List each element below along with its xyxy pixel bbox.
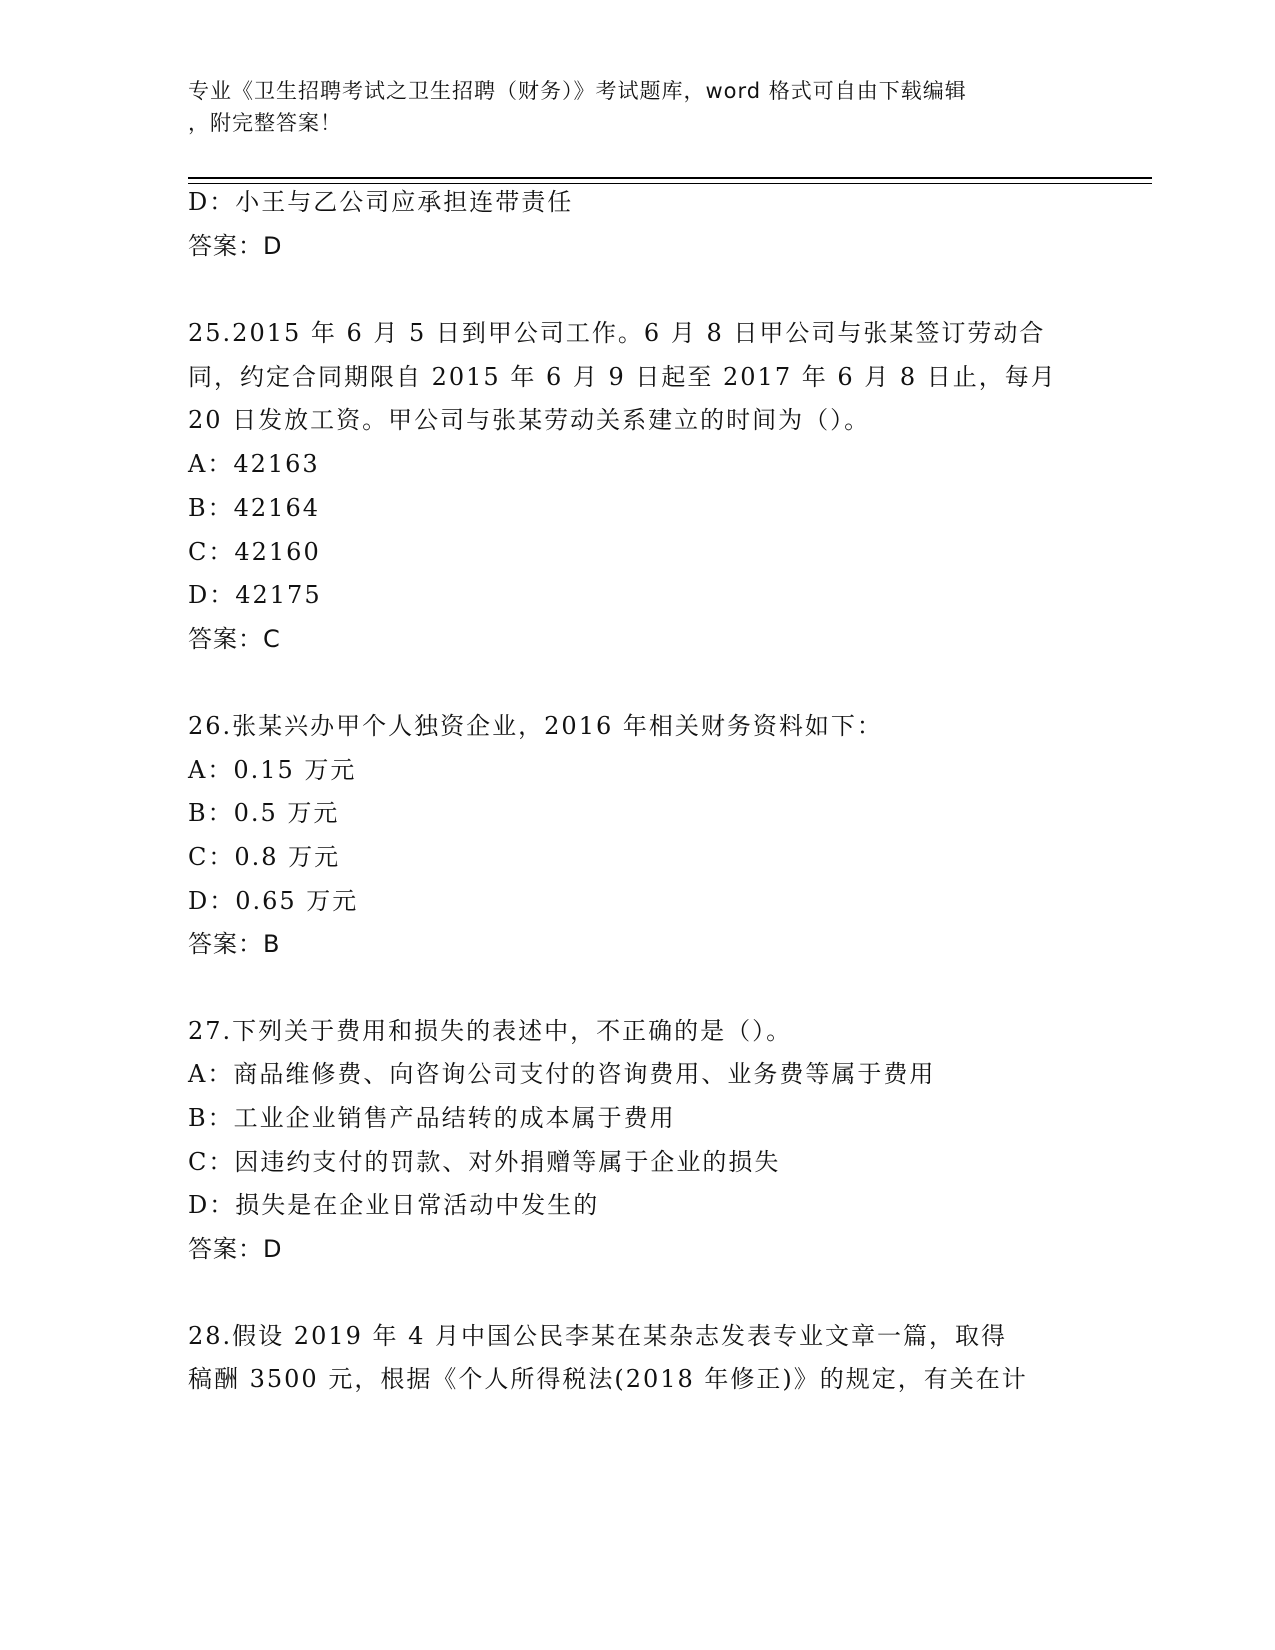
q28-stem-line-2: 稿酬 3500 元，根据《个人所得税法(2018 年修正)》的规定，有关在计: [188, 1365, 1028, 1393]
header-line-2: ，附完整答案！: [188, 111, 342, 135]
q25-stem-line-1: 25.2015 年 6 月 5 日到甲公司工作。6 月 8 日甲公司与张某签订劳动合: [188, 319, 1046, 347]
header-rule-thin: [188, 183, 1152, 184]
q27-stem-line-1: 27.下列关于费用和损失的表述中，不正确的是（）。: [188, 1017, 793, 1045]
page-header: [188, 75, 1088, 139]
q25-option-a: A：42163: [188, 450, 320, 478]
prev-option-d: D：小王与乙公司应承担连带责任: [188, 188, 574, 216]
q26-option-a: A：0.15 万元: [188, 756, 357, 784]
q27-option-b: B：工业企业销售产品结转的成本属于费用: [188, 1104, 676, 1132]
q27-answer: 答案：D: [188, 1235, 283, 1263]
q25-answer: 答案：C: [188, 625, 281, 653]
q27-option-c: C：因违约支付的罚款、对外捐赠等属于企业的损失: [188, 1148, 781, 1176]
q25-stem-line-2: 同，约定合同期限自 2015 年 6 月 9 日起至 2017 年 6 月 8 日止，每月: [188, 363, 1057, 391]
q26-stem-line-1: 26.张某兴办甲个人独资企业，2016 年相关财务资料如下：: [188, 712, 883, 740]
q25-stem-line-3: 20 日发放工资。甲公司与张某劳动关系建立的时间为（）。: [188, 406, 871, 434]
q27-option-d: D：损失是在企业日常活动中发生的: [188, 1191, 600, 1219]
q25-option-b: B：42164: [188, 494, 320, 522]
q27-option-a: A：商品维修费、向咨询公司支付的咨询费用、业务费等属于费用: [188, 1060, 936, 1088]
q25-option-c: C：42160: [188, 538, 321, 566]
header-rule-thick: [188, 177, 1152, 179]
q26-answer: 答案：B: [188, 930, 281, 958]
q26-option-b: B：0.5 万元: [188, 799, 340, 827]
q26-option-d: D：0.65 万元: [188, 887, 359, 915]
q25-option-d: D：42175: [188, 581, 322, 609]
q26-option-c: C：0.8 万元: [188, 843, 341, 871]
header-line-1: 专业《卫生招聘考试之卫生招聘（财务）》考试题库，word 格式可自由下载编辑: [188, 79, 967, 103]
q28-stem-line-1: 28.假设 2019 年 4 月中国公民李某在某杂志发表专业文章一篇，取得: [188, 1322, 1008, 1350]
prev-answer: 答案：D: [188, 232, 283, 260]
